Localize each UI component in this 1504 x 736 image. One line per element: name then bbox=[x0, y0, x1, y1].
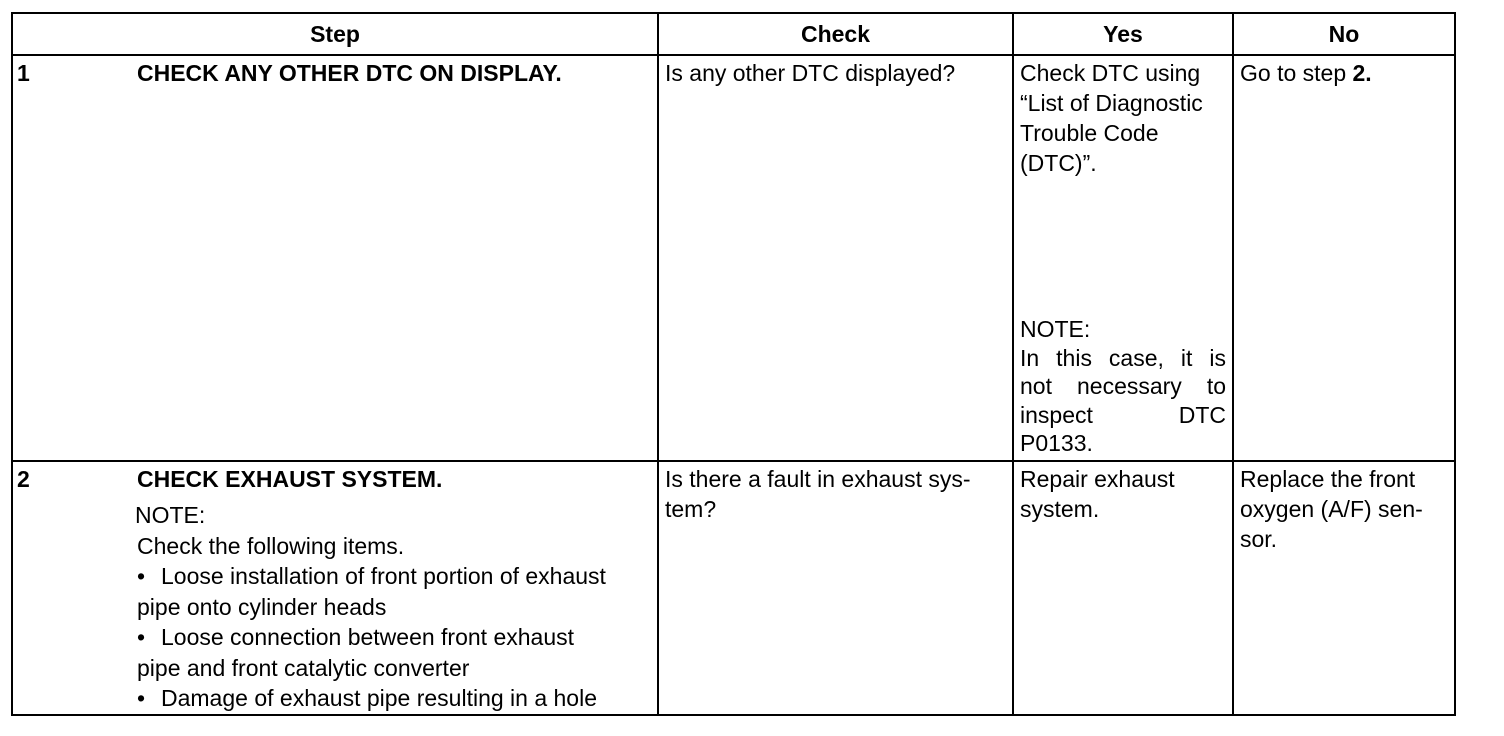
note-word: not bbox=[1020, 373, 1052, 399]
bullet-dot: • bbox=[137, 624, 146, 650]
check-text: Is any other DTC displayed? bbox=[665, 60, 956, 86]
no-cell bbox=[1233, 461, 1455, 715]
yes-line: system. bbox=[1020, 496, 1100, 522]
note-word: necessary bbox=[1076, 373, 1182, 399]
yes-line: Check DTC using bbox=[1020, 60, 1201, 86]
note-word: this bbox=[1056, 344, 1092, 371]
no-prefix: Go to step bbox=[1240, 60, 1353, 86]
note-line bbox=[1020, 429, 1226, 458]
header-no: No bbox=[1233, 13, 1455, 55]
check-line: Is there a fault in exhaust sys- bbox=[665, 466, 971, 492]
note-word: P0133. bbox=[1020, 430, 1093, 456]
table-row bbox=[12, 55, 1455, 461]
header-check: Check bbox=[658, 13, 1013, 55]
bullet-item bbox=[137, 683, 649, 714]
header-yes: Yes bbox=[1013, 13, 1233, 55]
check-line: tem? bbox=[665, 496, 717, 522]
note-word: DTC bbox=[1178, 401, 1226, 428]
bullet-text: Damage of exhaust pipe resulting in a hole bbox=[161, 685, 598, 711]
note-word: case, bbox=[1108, 344, 1164, 371]
header-step: Step bbox=[12, 13, 658, 55]
step-number: 2 bbox=[17, 466, 30, 492]
no-line: Replace the front bbox=[1240, 466, 1416, 492]
bullet-item bbox=[137, 622, 649, 653]
step-cell bbox=[12, 461, 658, 715]
note-label: NOTE: bbox=[1020, 316, 1091, 342]
note-line bbox=[1020, 344, 1226, 373]
bullet-dot: • bbox=[137, 685, 146, 711]
bullet-item bbox=[137, 561, 649, 592]
yes-cell bbox=[1013, 55, 1233, 461]
bullet-text: Loose installation of front portion of exhaust bbox=[161, 563, 606, 589]
bullet-text: Loose connection between front exhaust bbox=[161, 624, 575, 650]
note-word: is bbox=[1209, 344, 1226, 371]
step-title: CHECK ANY OTHER DTC ON DISPLAY. bbox=[137, 60, 562, 86]
bullet-continuation: pipe onto cylinder heads bbox=[137, 593, 387, 620]
note-word: inspect bbox=[1020, 401, 1093, 428]
no-cell bbox=[1233, 55, 1455, 461]
check-cell bbox=[658, 55, 1013, 461]
no-line: oxygen (A/F) sen- bbox=[1240, 496, 1423, 522]
goto-step-number: 2. bbox=[1352, 60, 1372, 86]
yes-line: (DTC)”. bbox=[1020, 150, 1097, 176]
bullet-continuation: pipe and front catalytic converter bbox=[137, 654, 470, 681]
yes-line: Repair exhaust bbox=[1020, 466, 1175, 492]
step-note bbox=[137, 500, 649, 714]
yes-line: “List of Diagnostic bbox=[1020, 90, 1203, 116]
yes-cell bbox=[1013, 461, 1233, 715]
header-row bbox=[12, 13, 1455, 55]
note-intro: Check the following items. bbox=[137, 532, 405, 559]
no-text bbox=[1234, 56, 1454, 88]
check-cell bbox=[658, 461, 1013, 715]
diagnostic-table bbox=[11, 12, 1456, 716]
bullet-dot: • bbox=[137, 563, 146, 589]
note-word: it bbox=[1180, 344, 1193, 371]
table-row bbox=[12, 461, 1455, 715]
step-cell bbox=[12, 55, 658, 461]
note-word: In bbox=[1020, 344, 1040, 371]
yes-line: Trouble Code bbox=[1020, 120, 1159, 146]
step-title: CHECK EXHAUST SYSTEM. bbox=[137, 466, 443, 492]
note-line bbox=[1020, 401, 1226, 430]
note-line bbox=[1020, 372, 1226, 401]
no-line: sor. bbox=[1240, 526, 1278, 552]
step-number: 1 bbox=[17, 60, 30, 86]
note-label: NOTE: bbox=[135, 502, 206, 528]
yes-note bbox=[1020, 315, 1226, 458]
note-word: to bbox=[1206, 373, 1226, 399]
